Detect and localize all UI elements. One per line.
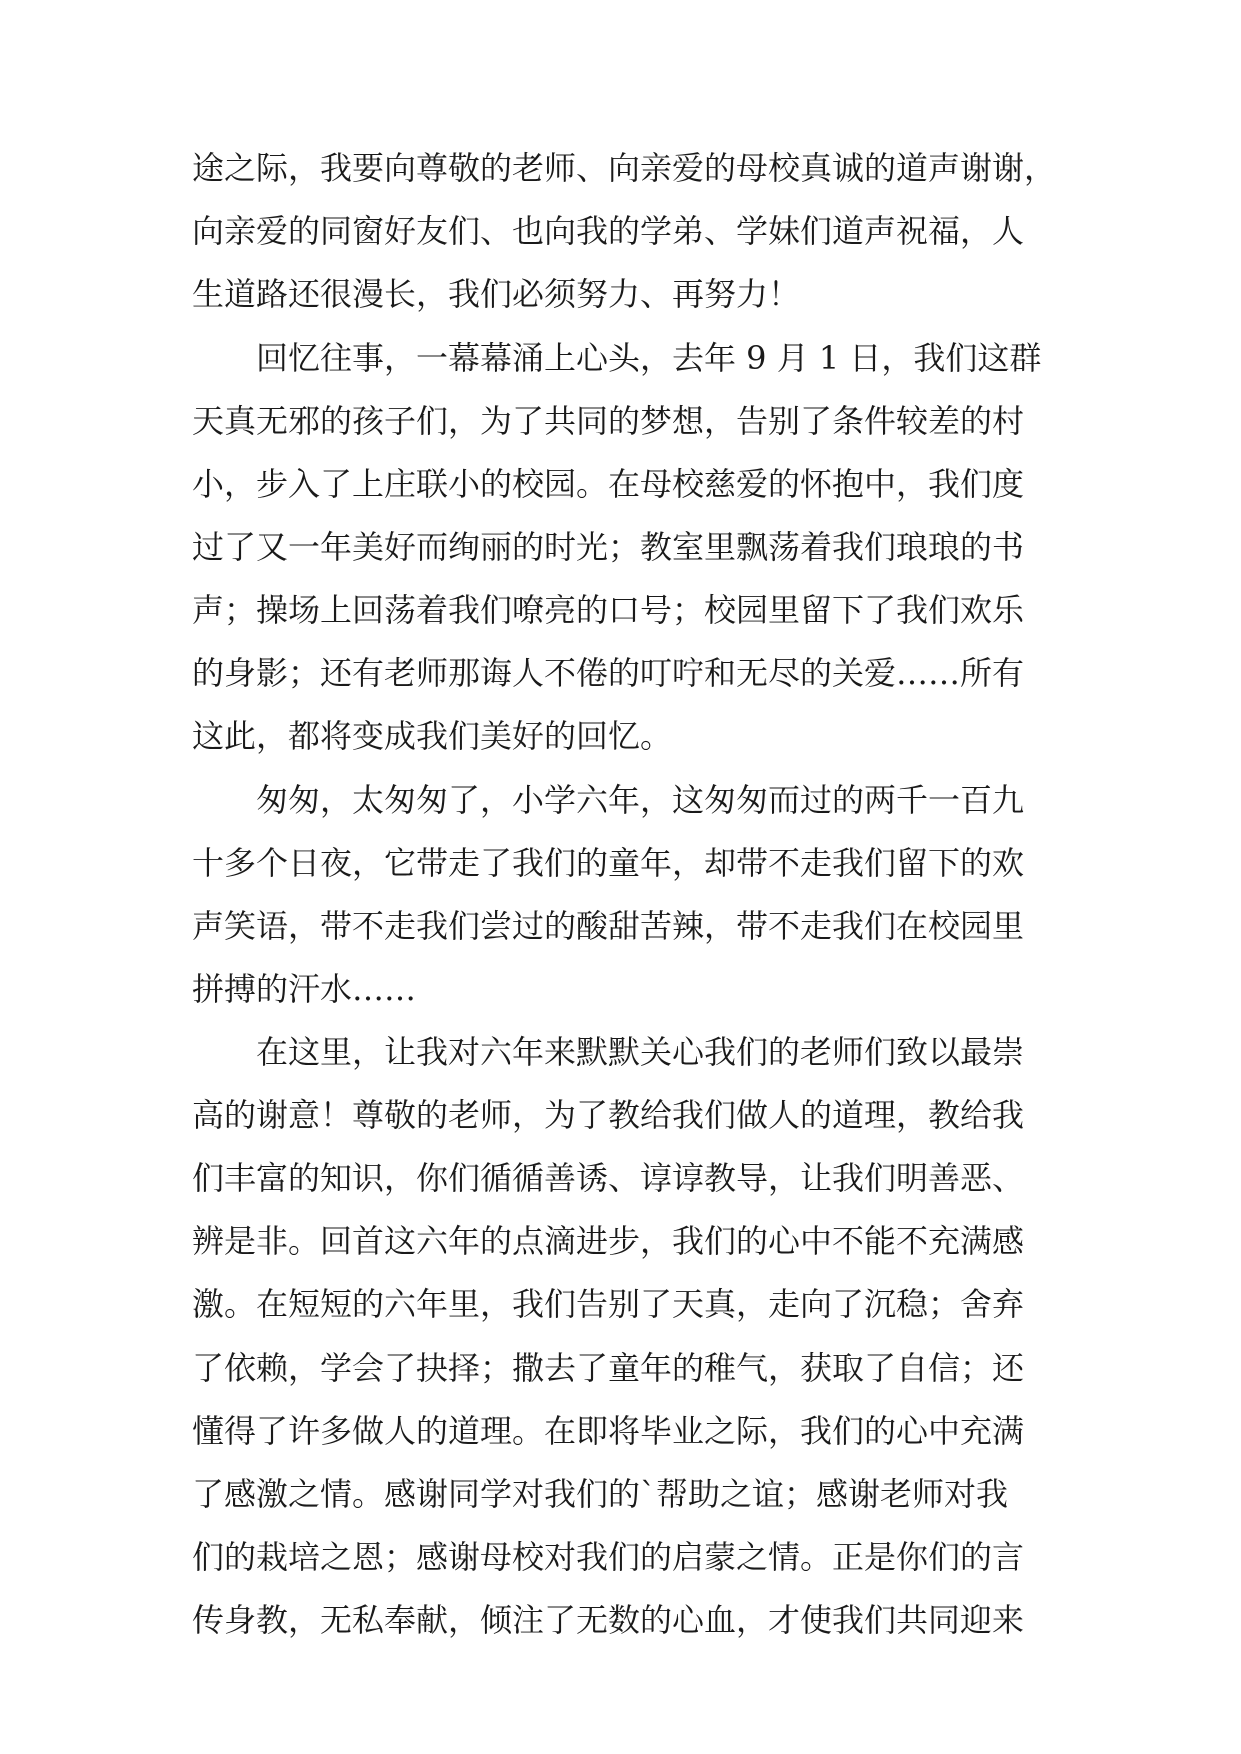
text-line: 拼搏的汗水…… <box>192 970 417 1008</box>
text-line: 过了又一年美好而绚丽的时光；教室里飘荡着我们琅琅的书 <box>192 528 1025 566</box>
text-line: 天真无邪的孩子们，为了共同的梦想，告别了条件较差的村 <box>192 402 1025 440</box>
text-line: 辨是非。回首这六年的点滴进步，我们的心中不能不充满感 <box>192 1222 1025 1260</box>
text-line: 传身教，无私奉献，倾注了无数的心血，才使我们共同迎来 <box>192 1601 1025 1639</box>
text-line: 十多个日夜，它带走了我们的童年，却带不走我们留下的欢 <box>192 844 1025 882</box>
text-line: 这此，都将变成我们美好的回忆。 <box>192 717 673 755</box>
text-line: 声笑语，带不走我们尝过的酸甜苦辣，带不走我们在校园里 <box>192 907 1025 945</box>
text-line: 声；操场上回荡着我们嘹亮的口号；校园里留下了我们欢乐 <box>192 591 1025 629</box>
text-line: 激。在短短的六年里，我们告别了天真，走向了沉稳；舍弃 <box>192 1285 1025 1323</box>
text-line: 了感激之情。感谢同学对我们的`帮助之谊；感谢老师对我 <box>192 1475 1009 1513</box>
text-line: 懂得了许多做人的道理。在即将毕业之际，我们的心中充满 <box>192 1412 1025 1450</box>
text-line: 高的谢意！尊敬的老师，为了教给我们做人的道理，教给我 <box>192 1096 1025 1134</box>
paragraph-first-line: 回忆往事，一幕幕涌上心头，去年 9 月 1 日，我们这群 <box>256 339 1042 377</box>
text-line: 们丰富的知识，你们循循善诱、谆谆教导，让我们明善恶、 <box>192 1159 1025 1197</box>
text-line: 向亲爱的同窗好友们、也向我的学弟、学妹们道声祝福，人 <box>192 212 1025 250</box>
text-line: 途之际，我要向尊敬的老师、向亲爱的母校真诚的道声谢谢， <box>192 149 1057 187</box>
text-line: 们的栽培之恩；感谢母校对我们的启蒙之情。正是你们的言 <box>192 1538 1025 1576</box>
text-line: 生道路还很漫长，我们必须努力、再努力！ <box>192 275 801 313</box>
text-line: 的身影；还有老师那诲人不倦的叮咛和无尽的关爱……所有 <box>192 654 1025 692</box>
text-line: 了依赖，学会了抉择；撒去了童年的稚气，获取了自信；还 <box>192 1349 1025 1387</box>
paragraph-first-line: 在这里，让我对六年来默默关心我们的老师们致以最崇 <box>256 1033 1025 1071</box>
text-line: 小，步入了上庄联小的校园。在母校慈爱的怀抱中，我们度 <box>192 465 1025 503</box>
paragraph-first-line: 匆匆，太匆匆了，小学六年，这匆匆而过的两千一百九 <box>256 781 1025 819</box>
